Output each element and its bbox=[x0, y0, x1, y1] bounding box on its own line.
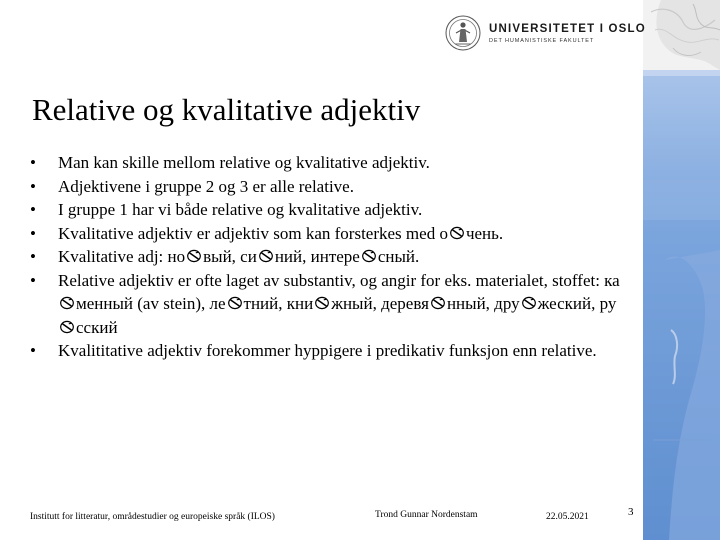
university-logo bbox=[445, 14, 645, 52]
bullet-text: вый, си bbox=[203, 247, 257, 266]
faculty-name: DET HUMANISTISKE FAKULTET bbox=[489, 37, 595, 44]
bullet-text: Kvalitative adjektiv er adjektiv som kan forsterkes med о bbox=[58, 223, 448, 243]
bullet-text: менный (av stein), ле bbox=[76, 294, 226, 313]
bullet-text: сный. bbox=[377, 247, 420, 266]
bullet-marker: • bbox=[30, 153, 36, 172]
stress-mark-icon bbox=[227, 296, 243, 310]
bullet-text: сский bbox=[76, 317, 118, 337]
bullet-marker: • bbox=[30, 200, 36, 219]
bullet-marker: • bbox=[30, 341, 36, 360]
university-seal-icon bbox=[445, 15, 481, 51]
stress-mark-icon bbox=[59, 296, 75, 310]
bullet-item bbox=[30, 198, 630, 222]
stress-mark-icon bbox=[314, 296, 330, 310]
stress-mark-icon bbox=[186, 249, 202, 263]
bullet-item bbox=[30, 339, 630, 363]
bullet-item bbox=[30, 222, 630, 246]
bullet-list bbox=[30, 151, 630, 363]
stress-mark-icon bbox=[449, 226, 465, 240]
bullet-item bbox=[30, 245, 630, 269]
bullet-text: тний, кни bbox=[243, 294, 314, 313]
bullet-item bbox=[30, 151, 630, 175]
stress-mark-icon bbox=[521, 296, 537, 310]
bullet-text: Man kan skille mellom relative og kvalitative adjektiv. bbox=[58, 153, 430, 172]
bullet-marker: • bbox=[30, 223, 36, 243]
bullet-text: чень. bbox=[465, 223, 504, 243]
bullet-text: Kvalititative adjektiv forekommer hyppigere i predikativ funksjon enn relative. bbox=[58, 341, 597, 360]
bullet-text: I gruppe 1 har vi både relative og kvalitative adjektiv. bbox=[58, 200, 423, 219]
slide-title: Relative og kvalitative adjektiv bbox=[32, 92, 421, 127]
university-name: UNIVERSITETET I OSLO bbox=[489, 22, 646, 35]
bullet-text: жеский, ру bbox=[537, 294, 617, 313]
page-number: 3 bbox=[628, 506, 634, 518]
bullet-marker: • bbox=[30, 176, 36, 196]
footer-date: 22.05.2021 bbox=[546, 512, 589, 522]
bullet-text: нный, дру bbox=[446, 294, 520, 313]
bullet-marker: • bbox=[30, 247, 36, 266]
bullet-text: Relative adjektiv er ofte laget av substantiv, og angir for eks. materialet, stoffet: ка bbox=[58, 270, 620, 290]
stress-mark-icon bbox=[258, 249, 274, 263]
stress-mark-icon bbox=[361, 249, 377, 263]
footer-author: Trond Gunnar Nordenstam bbox=[375, 510, 478, 520]
stress-mark-icon bbox=[59, 320, 75, 334]
bullet-text: Adjektivene i gruppe 2 og 3 er alle relative. bbox=[58, 176, 354, 196]
stress-mark-icon bbox=[430, 296, 446, 310]
bullet-item bbox=[30, 175, 630, 199]
bullet-text: ний, интере bbox=[274, 247, 360, 266]
bullet-text: Kvalitative adj: но bbox=[58, 247, 186, 266]
bullet-item bbox=[30, 269, 630, 340]
bullet-marker: • bbox=[30, 270, 36, 290]
side-decoration-image bbox=[643, 0, 720, 540]
footer-institute: Institutt for litteratur, områdestudier og europeiske språk (ILOS) bbox=[30, 512, 275, 522]
bullet-text: жный, деревя bbox=[331, 294, 429, 313]
